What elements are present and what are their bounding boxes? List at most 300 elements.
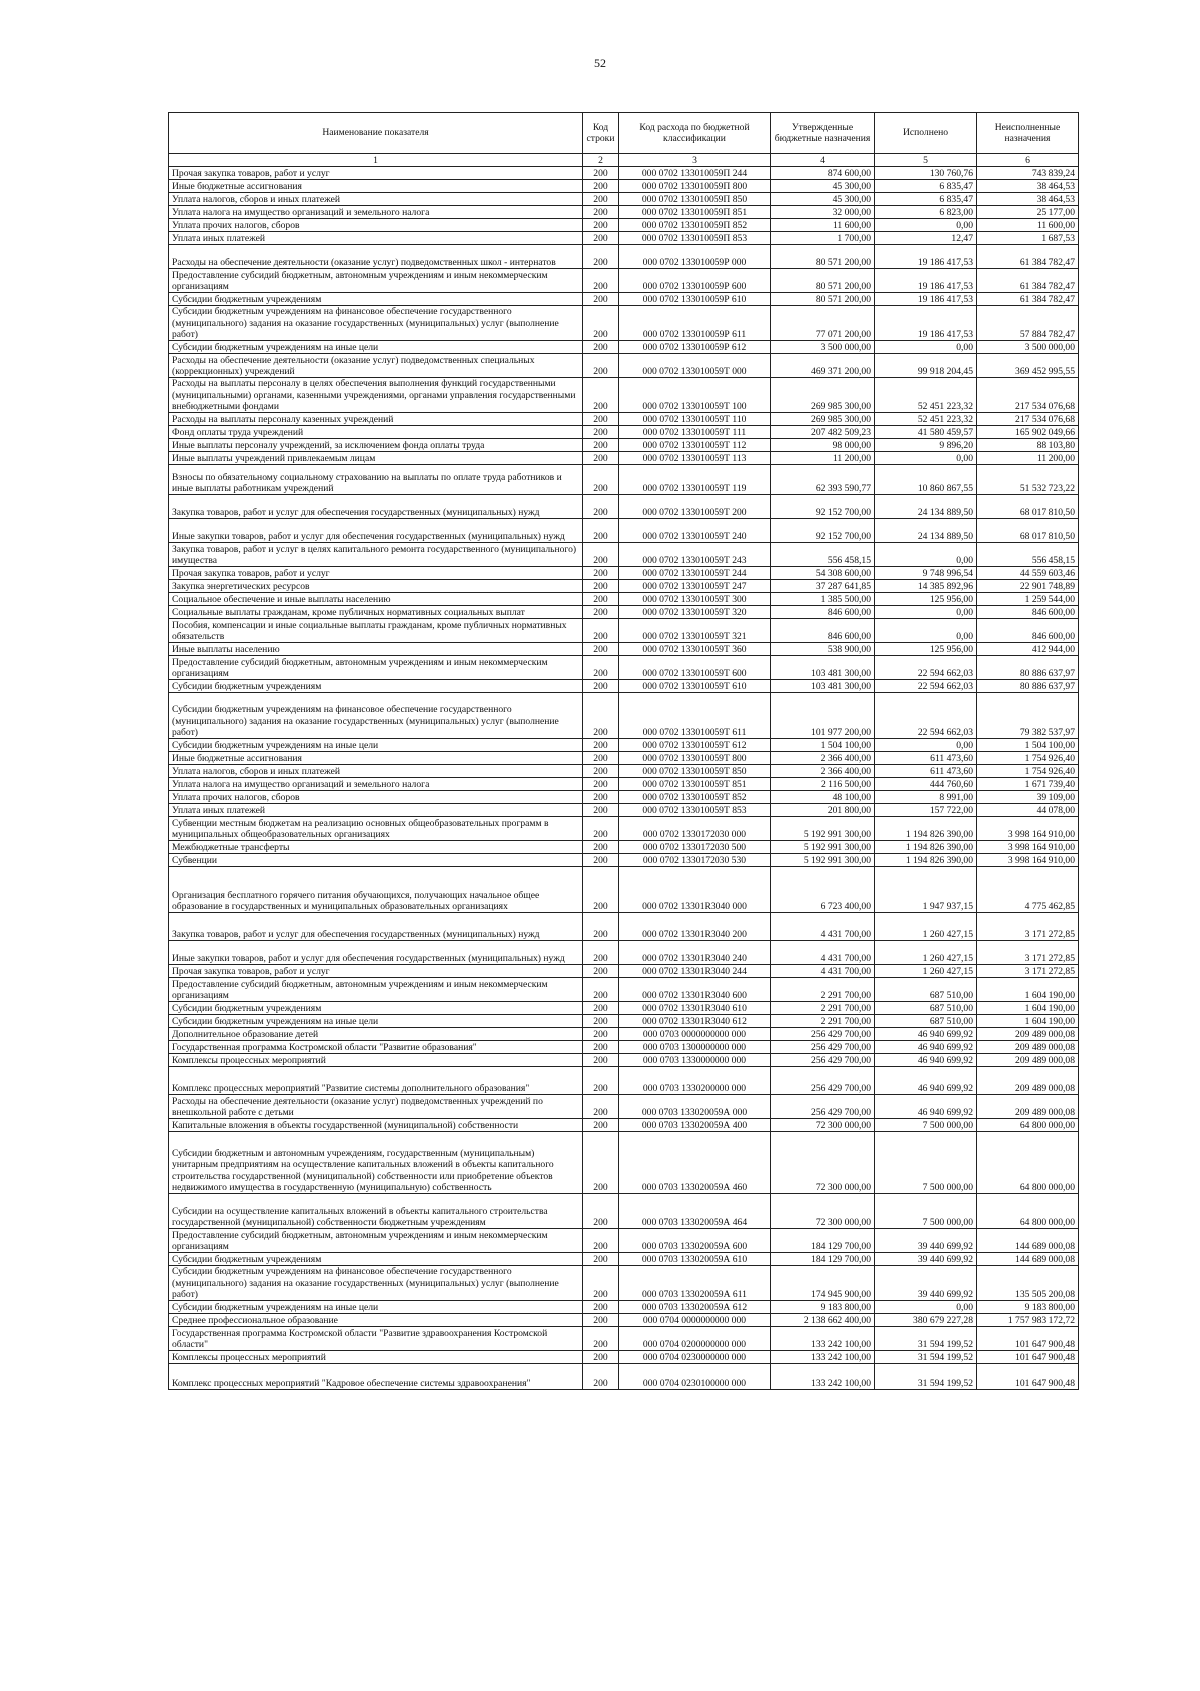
row-bk-code: 000 0702 133010059Т 200 xyxy=(619,495,771,519)
row-executed: 380 679 227,28 xyxy=(875,1314,977,1327)
row-executed: 31 594 199,52 xyxy=(875,1327,977,1351)
row-executed: 0,00 xyxy=(875,606,977,619)
row-bk-code: 000 0702 133010059Т 852 xyxy=(619,791,771,804)
table-row xyxy=(169,1327,1079,1351)
row-approved: 1 504 100,00 xyxy=(771,739,875,752)
row-approved: 256 429 700,00 xyxy=(771,1028,875,1041)
table-row xyxy=(169,1095,1079,1119)
row-name: Иные выплаты учреждений привлекаемым лицам xyxy=(169,452,583,465)
table-row xyxy=(169,854,1079,867)
row-approved: 2 291 700,00 xyxy=(771,978,875,1002)
row-executed: 52 451 223,32 xyxy=(875,413,977,426)
row-unexecuted: 144 689 000,08 xyxy=(977,1229,1079,1253)
table-row xyxy=(169,1229,1079,1253)
row-unexecuted: 3 171 272,85 xyxy=(977,965,1079,978)
table-row xyxy=(169,1067,1079,1095)
table-row xyxy=(169,465,1079,495)
row-bk-code: 000 0703 1330200000 000 xyxy=(619,1067,771,1095)
row-code: 200 xyxy=(583,1015,619,1028)
row-bk-code: 000 0702 133010059П 851 xyxy=(619,206,771,219)
row-approved: 256 429 700,00 xyxy=(771,1095,875,1119)
row-unexecuted: 101 647 900,48 xyxy=(977,1327,1079,1351)
column-number: 5 xyxy=(875,154,977,167)
row-name: Закупка товаров, работ и услуг для обеспечения государственных (муниципальных) нужд xyxy=(169,913,583,941)
row-unexecuted: 61 384 782,47 xyxy=(977,245,1079,269)
row-approved: 9 183 800,00 xyxy=(771,1301,875,1314)
row-approved: 538 900,00 xyxy=(771,643,875,656)
row-code: 200 xyxy=(583,1054,619,1067)
table-row xyxy=(169,1119,1079,1132)
header-code: Код строки xyxy=(583,113,619,154)
row-bk-code: 000 0702 133010059Т 610 xyxy=(619,680,771,693)
row-approved: 207 482 509,23 xyxy=(771,426,875,439)
row-bk-code: 000 0702 133010059Т 000 xyxy=(619,354,771,378)
row-name: Социальное обеспечение и иные выплаты населению xyxy=(169,593,583,606)
row-unexecuted: 80 886 637,97 xyxy=(977,680,1079,693)
row-name: Закупка энергетических ресурсов xyxy=(169,580,583,593)
row-name: Уплата прочих налогов, сборов xyxy=(169,791,583,804)
row-bk-code: 000 0702 133010059Т 612 xyxy=(619,739,771,752)
row-executed: 687 510,00 xyxy=(875,1002,977,1015)
row-name: Иные бюджетные ассигнования xyxy=(169,180,583,193)
row-name: Государственная программа Костромской области "Развитие образования" xyxy=(169,1041,583,1054)
row-name: Уплата налога на имущество организаций и земельного налога xyxy=(169,778,583,791)
row-code: 200 xyxy=(583,378,619,413)
row-name: Уплата прочих налогов, сборов xyxy=(169,219,583,232)
row-name: Уплата налогов, сборов и иных платежей xyxy=(169,193,583,206)
row-executed: 41 580 459,57 xyxy=(875,426,977,439)
row-executed: 22 594 662,03 xyxy=(875,693,977,739)
table-row xyxy=(169,519,1079,543)
row-code: 200 xyxy=(583,693,619,739)
table-row xyxy=(169,841,1079,854)
row-code: 200 xyxy=(583,965,619,978)
row-unexecuted: 79 382 537,97 xyxy=(977,693,1079,739)
row-unexecuted: 1 754 926,40 xyxy=(977,765,1079,778)
row-approved: 269 985 300,00 xyxy=(771,378,875,413)
row-approved: 256 429 700,00 xyxy=(771,1067,875,1095)
row-unexecuted: 68 017 810,50 xyxy=(977,495,1079,519)
row-unexecuted: 38 464,53 xyxy=(977,193,1079,206)
row-approved: 11 600,00 xyxy=(771,219,875,232)
row-name: Субсидии бюджетным учреждениям xyxy=(169,680,583,693)
row-code: 200 xyxy=(583,269,619,293)
row-unexecuted: 1 259 544,00 xyxy=(977,593,1079,606)
table-row xyxy=(169,206,1079,219)
row-name: Расходы на обеспечение деятельности (оказание услуг) подведомственных учреждений по внешкольной работе с детьми xyxy=(169,1095,583,1119)
row-unexecuted: 9 183 800,00 xyxy=(977,1301,1079,1314)
table-row xyxy=(169,1314,1079,1327)
row-executed: 99 918 204,45 xyxy=(875,354,977,378)
table-row xyxy=(169,567,1079,580)
row-approved: 4 431 700,00 xyxy=(771,941,875,965)
row-executed: 1 260 427,15 xyxy=(875,965,977,978)
row-code: 200 xyxy=(583,426,619,439)
row-bk-code: 000 0702 133010059Т 119 xyxy=(619,465,771,495)
row-unexecuted: 1 604 190,00 xyxy=(977,1015,1079,1028)
table-row xyxy=(169,354,1079,378)
row-unexecuted: 3 171 272,85 xyxy=(977,913,1079,941)
table-row xyxy=(169,413,1079,426)
table-row xyxy=(169,913,1079,941)
row-executed: 9 896,20 xyxy=(875,439,977,452)
row-executed: 12,47 xyxy=(875,232,977,245)
row-code: 200 xyxy=(583,580,619,593)
row-approved: 846 600,00 xyxy=(771,606,875,619)
row-code: 200 xyxy=(583,619,619,643)
row-executed: 611 473,60 xyxy=(875,765,977,778)
row-unexecuted: 209 489 000,08 xyxy=(977,1041,1079,1054)
row-unexecuted: 556 458,15 xyxy=(977,543,1079,567)
row-name: Субсидии бюджетным учреждениям xyxy=(169,1002,583,1015)
row-executed: 7 500 000,00 xyxy=(875,1194,977,1229)
row-unexecuted: 44 078,00 xyxy=(977,804,1079,817)
row-name: Расходы на выплаты персоналу казенных учреждений xyxy=(169,413,583,426)
row-unexecuted: 412 944,00 xyxy=(977,643,1079,656)
row-executed: 24 134 889,50 xyxy=(875,519,977,543)
row-name: Закупка товаров, работ и услуг в целях капитального ремонта государственного (муниципального) имущества xyxy=(169,543,583,567)
table-row xyxy=(169,804,1079,817)
row-name: Прочая закупка товаров, работ и услуг xyxy=(169,167,583,180)
table-row xyxy=(169,219,1079,232)
row-unexecuted: 3 998 164 910,00 xyxy=(977,854,1079,867)
row-unexecuted: 217 534 076,68 xyxy=(977,378,1079,413)
table-row xyxy=(169,1364,1079,1390)
row-unexecuted: 51 532 723,22 xyxy=(977,465,1079,495)
row-name: Субсидии бюджетным учреждениям на финансовое обеспечение государственного (муниципального) задания на оказание государственных (муниципальных) услуг (выполнение работ) xyxy=(169,306,583,341)
row-bk-code: 000 0702 133010059Т 611 xyxy=(619,693,771,739)
row-unexecuted: 135 505 200,08 xyxy=(977,1266,1079,1301)
table-row xyxy=(169,941,1079,965)
row-bk-code: 000 0702 133010059Т 600 xyxy=(619,656,771,680)
row-executed: 1 260 427,15 xyxy=(875,913,977,941)
row-approved: 2 291 700,00 xyxy=(771,1002,875,1015)
row-executed: 8 991,00 xyxy=(875,791,977,804)
row-approved: 54 308 600,00 xyxy=(771,567,875,580)
row-name: Социальные выплаты гражданам, кроме публичных нормативных социальных выплат xyxy=(169,606,583,619)
row-name: Расходы на выплаты персоналу в целях обеспечения выполнения функций государственными (муниципальными) органами, казенными учреждениями, органами управления государственными внебюджетными фондами xyxy=(169,378,583,413)
table-row xyxy=(169,619,1079,643)
column-number: 6 xyxy=(977,154,1079,167)
row-name: Иные бюджетные ассигнования xyxy=(169,752,583,765)
row-bk-code: 000 0702 133010059Т 240 xyxy=(619,519,771,543)
row-code: 200 xyxy=(583,1132,619,1194)
row-approved: 80 571 200,00 xyxy=(771,245,875,269)
row-bk-code: 000 0702 13301R3040 612 xyxy=(619,1015,771,1028)
row-bk-code: 000 0702 133010059Т 111 xyxy=(619,426,771,439)
row-executed: 31 594 199,52 xyxy=(875,1351,977,1364)
row-bk-code: 000 0703 133020059А 000 xyxy=(619,1095,771,1119)
row-executed: 7 500 000,00 xyxy=(875,1119,977,1132)
header-row xyxy=(169,113,1079,154)
row-name: Капитальные вложения в объекты государственной (муниципальной) собственности xyxy=(169,1119,583,1132)
table-row xyxy=(169,580,1079,593)
row-bk-code: 000 0702 133010059Т 320 xyxy=(619,606,771,619)
row-executed: 39 440 699,92 xyxy=(875,1266,977,1301)
row-bk-code: 000 0702 133010059Т 321 xyxy=(619,619,771,643)
row-unexecuted: 57 884 782,47 xyxy=(977,306,1079,341)
row-code: 200 xyxy=(583,643,619,656)
row-bk-code: 000 0702 13301R3040 610 xyxy=(619,1002,771,1015)
row-unexecuted: 144 689 000,08 xyxy=(977,1253,1079,1266)
row-executed: 19 186 417,53 xyxy=(875,293,977,306)
row-name: Расходы на обеспечение деятельности (оказание услуг) подведомственных школ - интернатов xyxy=(169,245,583,269)
row-bk-code: 000 0703 133020059А 464 xyxy=(619,1194,771,1229)
row-executed: 7 500 000,00 xyxy=(875,1132,977,1194)
row-code: 200 xyxy=(583,1364,619,1390)
row-unexecuted: 217 534 076,68 xyxy=(977,413,1079,426)
row-code: 200 xyxy=(583,1229,619,1253)
table-row xyxy=(169,306,1079,341)
row-code: 200 xyxy=(583,593,619,606)
row-code: 200 xyxy=(583,452,619,465)
row-bk-code: 000 0702 133010059П 244 xyxy=(619,167,771,180)
header-plan: Утвержденные бюджетные назначения xyxy=(771,113,875,154)
row-executed: 687 510,00 xyxy=(875,978,977,1002)
row-approved: 201 800,00 xyxy=(771,804,875,817)
row-approved: 256 429 700,00 xyxy=(771,1054,875,1067)
row-approved: 4 431 700,00 xyxy=(771,913,875,941)
row-code: 200 xyxy=(583,656,619,680)
row-unexecuted: 38 464,53 xyxy=(977,180,1079,193)
row-approved: 72 300 000,00 xyxy=(771,1194,875,1229)
row-bk-code: 000 0702 133010059Т 244 xyxy=(619,567,771,580)
row-bk-code: 000 0702 1330172030 500 xyxy=(619,841,771,854)
row-approved: 37 287 641,85 xyxy=(771,580,875,593)
row-unexecuted: 64 800 000,00 xyxy=(977,1132,1079,1194)
row-unexecuted: 39 109,00 xyxy=(977,791,1079,804)
row-approved: 184 129 700,00 xyxy=(771,1253,875,1266)
row-name: Субсидии бюджетным учреждениям xyxy=(169,293,583,306)
row-bk-code: 000 0703 133020059А 610 xyxy=(619,1253,771,1266)
table-row xyxy=(169,817,1079,841)
row-approved: 2 138 662 400,00 xyxy=(771,1314,875,1327)
row-executed: 125 956,00 xyxy=(875,593,977,606)
table-row xyxy=(169,293,1079,306)
table-row xyxy=(169,752,1079,765)
row-bk-code: 000 0703 133020059А 612 xyxy=(619,1301,771,1314)
row-code: 200 xyxy=(583,867,619,913)
table-row xyxy=(169,378,1079,413)
table-row xyxy=(169,232,1079,245)
row-name: Субсидии бюджетным учреждениям на иные цели xyxy=(169,341,583,354)
row-executed: 444 760,60 xyxy=(875,778,977,791)
table-row xyxy=(169,693,1079,739)
row-approved: 4 431 700,00 xyxy=(771,965,875,978)
row-code: 200 xyxy=(583,739,619,752)
row-approved: 133 242 100,00 xyxy=(771,1351,875,1364)
row-code: 200 xyxy=(583,791,619,804)
header-rest: Неисполненные назначения xyxy=(977,113,1079,154)
row-bk-code: 000 0702 13301R3040 200 xyxy=(619,913,771,941)
row-executed: 0,00 xyxy=(875,739,977,752)
row-name: Взносы по обязательному социальному страхованию на выплаты по оплате труда работников и иные выплаты работникам учреждений xyxy=(169,465,583,495)
row-unexecuted: 61 384 782,47 xyxy=(977,269,1079,293)
row-approved: 469 371 200,00 xyxy=(771,354,875,378)
row-unexecuted: 3 998 164 910,00 xyxy=(977,841,1079,854)
row-bk-code: 000 0702 133010059Т 247 xyxy=(619,580,771,593)
row-bk-code: 000 0702 133010059Р 611 xyxy=(619,306,771,341)
row-approved: 2 366 400,00 xyxy=(771,765,875,778)
row-executed: 9 748 996,54 xyxy=(875,567,977,580)
table-row xyxy=(169,1253,1079,1266)
row-name: Комплексы процессных мероприятий xyxy=(169,1054,583,1067)
row-approved: 2 291 700,00 xyxy=(771,1015,875,1028)
row-unexecuted: 44 559 603,46 xyxy=(977,567,1079,580)
row-name: Пособия, компенсации и иные социальные выплаты гражданам, кроме публичных нормативных обязательств xyxy=(169,619,583,643)
row-approved: 5 192 991 300,00 xyxy=(771,817,875,841)
table-row xyxy=(169,593,1079,606)
row-approved: 62 393 590,77 xyxy=(771,465,875,495)
row-code: 200 xyxy=(583,1351,619,1364)
row-code: 200 xyxy=(583,219,619,232)
row-executed: 1 947 937,15 xyxy=(875,867,977,913)
row-executed: 19 186 417,53 xyxy=(875,306,977,341)
table-row xyxy=(169,245,1079,269)
row-name: Прочая закупка товаров, работ и услуг xyxy=(169,567,583,580)
row-executed: 6 823,00 xyxy=(875,206,977,219)
row-name: Комплексы процессных мероприятий xyxy=(169,1351,583,1364)
row-name: Предоставление субсидий бюджетным, автономным учреждениям и иным некоммерческим организациям xyxy=(169,1229,583,1253)
row-code: 200 xyxy=(583,341,619,354)
row-unexecuted: 1 504 100,00 xyxy=(977,739,1079,752)
row-code: 200 xyxy=(583,1253,619,1266)
table-row xyxy=(169,439,1079,452)
row-code: 200 xyxy=(583,1194,619,1229)
row-bk-code: 000 0704 0230000000 000 xyxy=(619,1351,771,1364)
row-name: Дополнительное образование детей xyxy=(169,1028,583,1041)
row-bk-code: 000 0704 0200000000 000 xyxy=(619,1327,771,1351)
row-executed: 14 385 892,96 xyxy=(875,580,977,593)
row-executed: 1 194 826 390,00 xyxy=(875,841,977,854)
row-code: 200 xyxy=(583,1067,619,1095)
row-approved: 3 500 000,00 xyxy=(771,341,875,354)
row-bk-code: 000 0702 133010059П 850 xyxy=(619,193,771,206)
row-approved: 80 571 200,00 xyxy=(771,293,875,306)
row-executed: 19 186 417,53 xyxy=(875,245,977,269)
row-approved: 874 600,00 xyxy=(771,167,875,180)
row-code: 200 xyxy=(583,193,619,206)
row-executed: 52 451 223,32 xyxy=(875,378,977,413)
row-approved: 98 000,00 xyxy=(771,439,875,452)
row-unexecuted: 846 600,00 xyxy=(977,606,1079,619)
table-row xyxy=(169,180,1079,193)
row-unexecuted: 1 754 926,40 xyxy=(977,752,1079,765)
table-row xyxy=(169,978,1079,1002)
row-name: Государственная программа Костромской области "Развитие здравоохранения Костромской области" xyxy=(169,1327,583,1351)
row-bk-code: 000 0702 133010059Р 610 xyxy=(619,293,771,306)
row-code: 200 xyxy=(583,465,619,495)
row-bk-code: 000 0702 133010059П 852 xyxy=(619,219,771,232)
row-bk-code: 000 0702 1330172030 530 xyxy=(619,854,771,867)
row-bk-code: 000 0702 133010059Т 850 xyxy=(619,765,771,778)
table-row xyxy=(169,656,1079,680)
row-bk-code: 000 0702 133010059Т 113 xyxy=(619,452,771,465)
row-code: 200 xyxy=(583,1119,619,1132)
row-name: Среднее профессиональное образование xyxy=(169,1314,583,1327)
row-approved: 80 571 200,00 xyxy=(771,269,875,293)
row-name: Уплата налога на имущество организаций и земельного налога xyxy=(169,206,583,219)
table-row xyxy=(169,269,1079,293)
row-approved: 846 600,00 xyxy=(771,619,875,643)
row-executed: 22 594 662,03 xyxy=(875,680,977,693)
row-code: 200 xyxy=(583,439,619,452)
row-name: Субсидии бюджетным учреждениям на иные цели xyxy=(169,1301,583,1314)
row-bk-code: 000 0702 133010059Р 600 xyxy=(619,269,771,293)
row-code: 200 xyxy=(583,206,619,219)
row-executed: 46 940 699,92 xyxy=(875,1028,977,1041)
row-code: 200 xyxy=(583,854,619,867)
row-code: 200 xyxy=(583,1301,619,1314)
row-approved: 72 300 000,00 xyxy=(771,1132,875,1194)
row-unexecuted: 846 600,00 xyxy=(977,619,1079,643)
row-approved: 45 300,00 xyxy=(771,180,875,193)
table-row xyxy=(169,193,1079,206)
row-unexecuted: 80 886 637,97 xyxy=(977,656,1079,680)
row-code: 200 xyxy=(583,841,619,854)
budget-execution-table xyxy=(168,112,1079,1390)
column-number: 1 xyxy=(169,154,583,167)
row-unexecuted: 1 687,53 xyxy=(977,232,1079,245)
row-name: Закупка товаров, работ и услуг для обеспечения государственных (муниципальных) нужд xyxy=(169,495,583,519)
row-code: 200 xyxy=(583,1266,619,1301)
table-row xyxy=(169,426,1079,439)
row-name: Субсидии бюджетным учреждениям на иные цели xyxy=(169,739,583,752)
table-row xyxy=(169,643,1079,656)
row-name: Прочая закупка товаров, работ и услуг xyxy=(169,965,583,978)
row-bk-code: 000 0702 133010059Т 300 xyxy=(619,593,771,606)
row-bk-code: 000 0702 13301R3040 240 xyxy=(619,941,771,965)
table-row xyxy=(169,167,1079,180)
row-name: Расходы на обеспечение деятельности (оказание услуг) подведомственных специальных (коррекционных) учреждений xyxy=(169,354,583,378)
row-executed: 46 940 699,92 xyxy=(875,1041,977,1054)
row-name: Организация бесплатного горячего питания обучающихся, получающих начальное общее образование в государственных и муниципальных образовательных организациях xyxy=(169,867,583,913)
row-approved: 256 429 700,00 xyxy=(771,1041,875,1054)
row-bk-code: 000 0702 13301R3040 600 xyxy=(619,978,771,1002)
row-name: Предоставление субсидий бюджетным, автономным учреждениям и иным некоммерческим организациям xyxy=(169,656,583,680)
column-number: 4 xyxy=(771,154,875,167)
row-approved: 103 481 300,00 xyxy=(771,680,875,693)
row-code: 200 xyxy=(583,817,619,841)
row-approved: 45 300,00 xyxy=(771,193,875,206)
row-executed: 46 940 699,92 xyxy=(875,1067,977,1095)
row-unexecuted: 101 647 900,48 xyxy=(977,1364,1079,1390)
row-unexecuted: 64 800 000,00 xyxy=(977,1194,1079,1229)
row-name: Субсидии бюджетным учреждениям на иные цели xyxy=(169,1015,583,1028)
row-name: Иные выплаты населению xyxy=(169,643,583,656)
row-code: 200 xyxy=(583,1041,619,1054)
row-code: 200 xyxy=(583,167,619,180)
row-code: 200 xyxy=(583,232,619,245)
table-row xyxy=(169,765,1079,778)
row-bk-code: 000 0702 133010059Р 612 xyxy=(619,341,771,354)
table-row xyxy=(169,791,1079,804)
row-approved: 92 152 700,00 xyxy=(771,495,875,519)
row-approved: 77 071 200,00 xyxy=(771,306,875,341)
row-approved: 72 300 000,00 xyxy=(771,1119,875,1132)
row-unexecuted: 4 775 462,85 xyxy=(977,867,1079,913)
row-unexecuted: 3 171 272,85 xyxy=(977,941,1079,965)
row-executed: 31 594 199,52 xyxy=(875,1364,977,1390)
table-row xyxy=(169,1041,1079,1054)
row-approved: 11 200,00 xyxy=(771,452,875,465)
row-bk-code: 000 0703 1300000000 000 xyxy=(619,1041,771,1054)
header-done: Исполнено xyxy=(875,113,977,154)
table-row xyxy=(169,778,1079,791)
row-unexecuted: 1 671 739,40 xyxy=(977,778,1079,791)
row-bk-code: 000 0702 133010059Т 360 xyxy=(619,643,771,656)
row-approved: 174 945 900,00 xyxy=(771,1266,875,1301)
